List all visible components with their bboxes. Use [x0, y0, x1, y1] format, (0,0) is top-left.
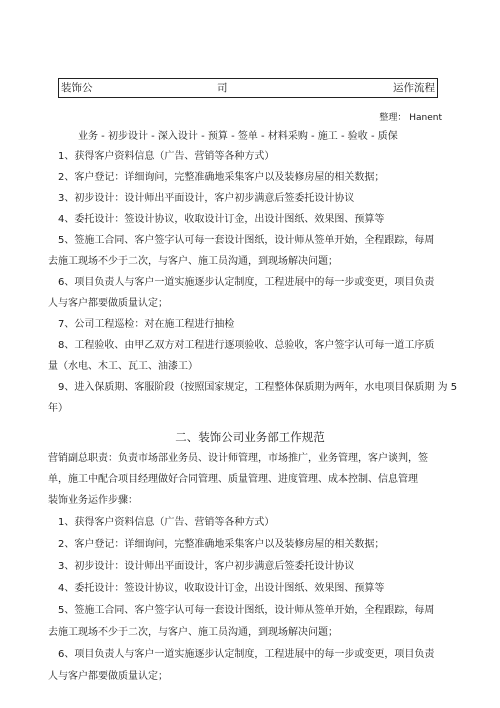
step-line: 3、初步设计：设计师出平面设计，客户初步满意后签委托设计协议 [58, 193, 355, 204]
duties-line: 营销副总职责：负责市场部业务员、设计师管理，市场推广，业务管理，客户谈判，签 [48, 453, 428, 464]
document-header-box [58, 78, 438, 98]
step-line: 4、委托设计：签设计协议，收取设计订金，出设计图纸、效果图、预算等 [58, 214, 385, 225]
duties-line: 装饰业务运作步骤： [48, 495, 138, 506]
header-middle-text: 司 [217, 82, 228, 94]
step-line: 7、公司工程巡检：对在施工程进行抽检 [58, 319, 235, 330]
step-line: 2、客户登记：详细询问，完整准确地采集客户以及装修房屋的相关数据； [58, 539, 385, 550]
step-line-continuation: 去施工现场不少于二次，与客户、施工员沟通，到现场解决问题； [48, 627, 338, 638]
step-line: 8、工程验收、由甲乙双方对工程进行逐项验收、总验收，客户签字认可每一道工序质 [58, 340, 435, 351]
step-line-continuation: 人与客户都要做质量认定； [48, 671, 168, 682]
header-right-text: 运作流程 [393, 82, 435, 94]
step-line: 1、获得客户资料信息（广告、营销等各种方式） [58, 517, 275, 528]
step-line: 6、项目负责人与客户一道实施逐步认定制度，工程进展中的每一步或变更，项目负责 [58, 277, 435, 288]
section-title: 二、装饰公司业务部工作规范 [175, 430, 325, 444]
step-line: 2、客户登记：详细询问，完整准确地采集客户以及装修房屋的相关数据； [58, 172, 385, 183]
duties-line: 单，施工中配合项目经理做好合同管理、质量管理、进度管理、成本控制、信息管理 [48, 474, 418, 485]
header-left-text: 装饰公 [61, 82, 93, 94]
step-line-continuation: 量（水电、木工、瓦工、油漆工） [48, 361, 198, 372]
organizer-credit: 整理： Hanent [379, 113, 442, 123]
step-line: 9、进入保质期、客服阶段（按照国家规定，工程整体保质期为两年，水电项目保质期 为 5 [58, 382, 458, 393]
step-line-continuation: 年） [48, 403, 68, 414]
step-line: 3、初步设计：设计师出平面设计，客户初步满意后签委托设计协议 [58, 561, 355, 572]
step-line: 5、签施工合同、客户签字认可每一套设计图纸，设计师从签单开始，全程跟踪，每周 [58, 235, 435, 246]
step-line-continuation: 去施工现场不少于二次，与客户、施工员沟通，到现场解决问题； [48, 256, 338, 267]
step-line: 4、委托设计：签设计协议，收取设计订金，出设计图纸、效果图、预算等 [58, 583, 385, 594]
step-line: 1、获得客户资料信息（广告、营销等各种方式） [58, 151, 275, 162]
step-line: 5、签施工合同、客户签字认可每一套设计图纸，设计师从签单开始，全程跟踪，每周 [58, 605, 435, 616]
step-line: 6、项目负责人与客户一道实施逐步认定制度，工程进展中的每一步或变更，项目负责 [58, 649, 435, 660]
process-flow-line: 业务 - 初步设计 - 深入设计 - 预算 - 签单 - 材料采购 - 施工 - 验收 - 质保 [78, 131, 398, 142]
step-line-continuation: 人与客户都要做质量认定； [48, 298, 168, 309]
